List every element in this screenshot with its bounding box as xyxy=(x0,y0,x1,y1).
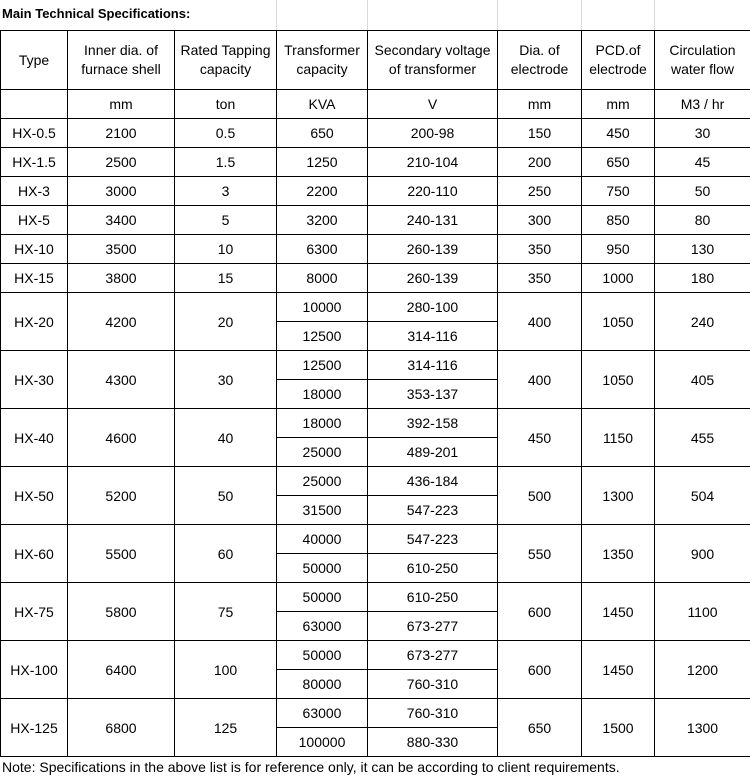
type-cell: HX-5 xyxy=(1,206,68,235)
header-line: Transformer xyxy=(284,42,360,58)
type-cell: HX-20 xyxy=(1,293,68,351)
electrode-dia-cell: 300 xyxy=(498,206,582,235)
pcd-cell: 1050 xyxy=(582,351,655,409)
table-row xyxy=(1,699,750,728)
secondary-voltage-cell: 673-277 xyxy=(368,641,498,670)
unit-cell xyxy=(1,90,68,119)
water-flow-cell: 455 xyxy=(655,409,750,467)
unit-cell: M3 / hr xyxy=(655,90,750,119)
header-line: electrode xyxy=(589,61,647,77)
water-flow-cell: 1200 xyxy=(655,641,750,699)
transformer-kva-cell: 31500 xyxy=(277,496,368,525)
tapping-capacity-cell: 75 xyxy=(175,583,277,641)
electrode-dia-cell: 600 xyxy=(498,583,582,641)
table-row xyxy=(1,235,750,264)
water-flow-cell: 405 xyxy=(655,351,750,409)
transformer-kva-cell: 3200 xyxy=(277,206,368,235)
type-cell: HX-125 xyxy=(1,699,68,757)
header-line: Secondary voltage xyxy=(374,42,491,58)
header-line: Circulation xyxy=(669,42,736,58)
water-flow-cell: 240 xyxy=(655,293,750,351)
secondary-voltage-cell: 610-250 xyxy=(368,554,498,583)
footnote: Note: Specifications in the above list is for reference only, it can be according to client requirements. xyxy=(2,759,620,775)
transformer-kva-cell: 50000 xyxy=(277,583,368,612)
header-line: electrode xyxy=(510,61,569,77)
type-cell: HX-3 xyxy=(1,177,68,206)
transformer-kva-cell: 50000 xyxy=(277,554,368,583)
unit-cell: mm xyxy=(68,90,175,119)
type-cell: HX-40 xyxy=(1,409,68,467)
transformer-kva-cell: 8000 xyxy=(277,264,368,293)
table-row xyxy=(1,467,750,496)
secondary-voltage-cell: 314-116 xyxy=(368,322,498,351)
tapping-capacity-cell: 10 xyxy=(175,235,277,264)
secondary-voltage-cell: 880-330 xyxy=(368,728,498,757)
pcd-cell: 1450 xyxy=(582,641,655,699)
type-cell: HX-60 xyxy=(1,525,68,583)
header-rated-tapping xyxy=(175,31,277,90)
shell-dia-cell: 3800 xyxy=(68,264,175,293)
secondary-voltage-cell: 673-277 xyxy=(368,612,498,641)
table-body xyxy=(1,31,750,757)
water-flow-cell: 1300 xyxy=(655,699,750,757)
water-flow-cell: 180 xyxy=(655,264,750,293)
shell-dia-cell: 5200 xyxy=(68,467,175,525)
header-inner-dia xyxy=(68,31,175,90)
unit-cell: mm xyxy=(582,90,655,119)
type-cell: HX-15 xyxy=(1,264,68,293)
table-row xyxy=(1,583,750,612)
secondary-voltage-cell: 489-201 xyxy=(368,438,498,467)
pcd-cell: 1450 xyxy=(582,583,655,641)
header-line: water flow xyxy=(670,61,735,77)
tapping-capacity-cell: 60 xyxy=(175,525,277,583)
secondary-voltage-cell: 220-110 xyxy=(368,177,498,206)
secondary-voltage-cell: 353-137 xyxy=(368,380,498,409)
type-cell: HX-100 xyxy=(1,641,68,699)
transformer-kva-cell: 12500 xyxy=(277,322,368,351)
transformer-kva-cell: 63000 xyxy=(277,612,368,641)
unit-cell: ton xyxy=(175,90,277,119)
tapping-capacity-cell: 0.5 xyxy=(175,119,277,148)
water-flow-cell: 50 xyxy=(655,177,750,206)
type-cell: HX-10 xyxy=(1,235,68,264)
tapping-capacity-cell: 3 xyxy=(175,177,277,206)
pcd-cell: 1500 xyxy=(582,699,655,757)
transformer-kva-cell: 18000 xyxy=(277,380,368,409)
header-type xyxy=(1,31,68,90)
tapping-capacity-cell: 15 xyxy=(175,264,277,293)
pcd-cell: 1350 xyxy=(582,525,655,583)
secondary-voltage-cell: 760-310 xyxy=(368,670,498,699)
transformer-kva-cell: 18000 xyxy=(277,409,368,438)
transformer-kva-cell: 10000 xyxy=(277,293,368,322)
transformer-kva-cell: 25000 xyxy=(277,438,368,467)
unit-cell: KVA xyxy=(277,90,368,119)
unit-cell: V xyxy=(368,90,498,119)
shell-dia-cell: 4300 xyxy=(68,351,175,409)
tapping-capacity-cell: 30 xyxy=(175,351,277,409)
table-row xyxy=(1,351,750,380)
specifications-table xyxy=(0,30,750,757)
tapping-capacity-cell: 100 xyxy=(175,641,277,699)
unit-cell: mm xyxy=(498,90,582,119)
transformer-kva-cell: 80000 xyxy=(277,670,368,699)
shell-dia-cell: 6800 xyxy=(68,699,175,757)
table-row xyxy=(1,177,750,206)
secondary-voltage-cell: 392-158 xyxy=(368,409,498,438)
electrode-dia-cell: 600 xyxy=(498,641,582,699)
header-line: Type xyxy=(18,51,50,68)
water-flow-cell: 504 xyxy=(655,467,750,525)
table-row xyxy=(1,119,750,148)
header-line: furnace shell xyxy=(81,61,161,77)
pcd-cell: 650 xyxy=(582,148,655,177)
table-row xyxy=(1,148,750,177)
transformer-kva-cell: 1250 xyxy=(277,148,368,177)
table-row xyxy=(1,525,750,554)
electrode-dia-cell: 500 xyxy=(498,467,582,525)
transformer-kva-cell: 12500 xyxy=(277,351,368,380)
shell-dia-cell: 6400 xyxy=(68,641,175,699)
secondary-voltage-cell: 280-100 xyxy=(368,293,498,322)
shell-dia-cell: 3000 xyxy=(68,177,175,206)
shell-dia-cell: 3500 xyxy=(68,235,175,264)
type-cell: HX-75 xyxy=(1,583,68,641)
transformer-kva-cell: 650 xyxy=(277,119,368,148)
table-title: Main Technical Specifications: xyxy=(2,6,191,21)
electrode-dia-cell: 250 xyxy=(498,177,582,206)
header-line: capacity xyxy=(199,61,252,77)
pcd-cell: 1000 xyxy=(582,264,655,293)
secondary-voltage-cell: 200-98 xyxy=(368,119,498,148)
transformer-kva-cell: 6300 xyxy=(277,235,368,264)
water-flow-cell: 30 xyxy=(655,119,750,148)
shell-dia-cell: 2500 xyxy=(68,148,175,177)
type-cell: HX-1.5 xyxy=(1,148,68,177)
header-line: PCD.of xyxy=(595,42,641,58)
electrode-dia-cell: 350 xyxy=(498,235,582,264)
tapping-capacity-cell: 5 xyxy=(175,206,277,235)
water-flow-cell: 45 xyxy=(655,148,750,177)
type-cell: HX-0.5 xyxy=(1,119,68,148)
shell-dia-cell: 4200 xyxy=(68,293,175,351)
pcd-cell: 1300 xyxy=(582,467,655,525)
tapping-capacity-cell: 40 xyxy=(175,409,277,467)
pcd-cell: 850 xyxy=(582,206,655,235)
table-row xyxy=(1,409,750,438)
units-row xyxy=(1,90,750,119)
type-cell: HX-30 xyxy=(1,351,68,409)
electrode-dia-cell: 400 xyxy=(498,293,582,351)
table-row xyxy=(1,206,750,235)
secondary-voltage-cell: 240-131 xyxy=(368,206,498,235)
secondary-voltage-cell: 314-116 xyxy=(368,351,498,380)
electrode-dia-cell: 150 xyxy=(498,119,582,148)
electrode-dia-cell: 450 xyxy=(498,409,582,467)
shell-dia-cell: 2100 xyxy=(68,119,175,148)
type-cell: HX-50 xyxy=(1,467,68,525)
water-flow-cell: 130 xyxy=(655,235,750,264)
secondary-voltage-cell: 210-104 xyxy=(368,148,498,177)
transformer-kva-cell: 40000 xyxy=(277,525,368,554)
shell-dia-cell: 4600 xyxy=(68,409,175,467)
electrode-dia-cell: 200 xyxy=(498,148,582,177)
table-row xyxy=(1,641,750,670)
header-circulation-water xyxy=(655,31,750,90)
secondary-voltage-cell: 610-250 xyxy=(368,583,498,612)
table-row xyxy=(1,264,750,293)
electrode-dia-cell: 350 xyxy=(498,264,582,293)
electrode-dia-cell: 400 xyxy=(498,351,582,409)
secondary-voltage-cell: 547-223 xyxy=(368,525,498,554)
tapping-capacity-cell: 50 xyxy=(175,467,277,525)
transformer-kva-cell: 63000 xyxy=(277,699,368,728)
tapping-capacity-cell: 20 xyxy=(175,293,277,351)
header-transformer-capacity xyxy=(277,31,368,90)
transformer-kva-cell: 2200 xyxy=(277,177,368,206)
header-line: of transformer xyxy=(388,61,477,77)
water-flow-cell: 900 xyxy=(655,525,750,583)
tapping-capacity-cell: 1.5 xyxy=(175,148,277,177)
secondary-voltage-cell: 260-139 xyxy=(368,264,498,293)
tapping-capacity-cell: 125 xyxy=(175,699,277,757)
header-electrode-dia xyxy=(498,31,582,90)
header-line: capacity xyxy=(296,61,348,77)
secondary-voltage-cell: 760-310 xyxy=(368,699,498,728)
header-line: Rated Tapping xyxy=(180,42,271,58)
pcd-cell: 1050 xyxy=(582,293,655,351)
electrode-dia-cell: 650 xyxy=(498,699,582,757)
shell-dia-cell: 5500 xyxy=(68,525,175,583)
table-row xyxy=(1,293,750,322)
transformer-kva-cell: 100000 xyxy=(277,728,368,757)
electrode-dia-cell: 550 xyxy=(498,525,582,583)
transformer-kva-cell: 25000 xyxy=(277,467,368,496)
header-secondary-voltage xyxy=(368,31,498,90)
transformer-kva-cell: 50000 xyxy=(277,641,368,670)
header-line: Inner dia. of xyxy=(84,42,158,58)
water-flow-cell: 1100 xyxy=(655,583,750,641)
water-flow-cell: 80 xyxy=(655,206,750,235)
secondary-voltage-cell: 436-184 xyxy=(368,467,498,496)
secondary-voltage-cell: 547-223 xyxy=(368,496,498,525)
header-row xyxy=(1,31,750,90)
pcd-cell: 1150 xyxy=(582,409,655,467)
shell-dia-cell: 3400 xyxy=(68,206,175,235)
pcd-cell: 950 xyxy=(582,235,655,264)
header-pcd xyxy=(582,31,655,90)
shell-dia-cell: 5800 xyxy=(68,583,175,641)
secondary-voltage-cell: 260-139 xyxy=(368,235,498,264)
header-line: Dia. of xyxy=(519,42,560,58)
pcd-cell: 750 xyxy=(582,177,655,206)
pcd-cell: 450 xyxy=(582,119,655,148)
